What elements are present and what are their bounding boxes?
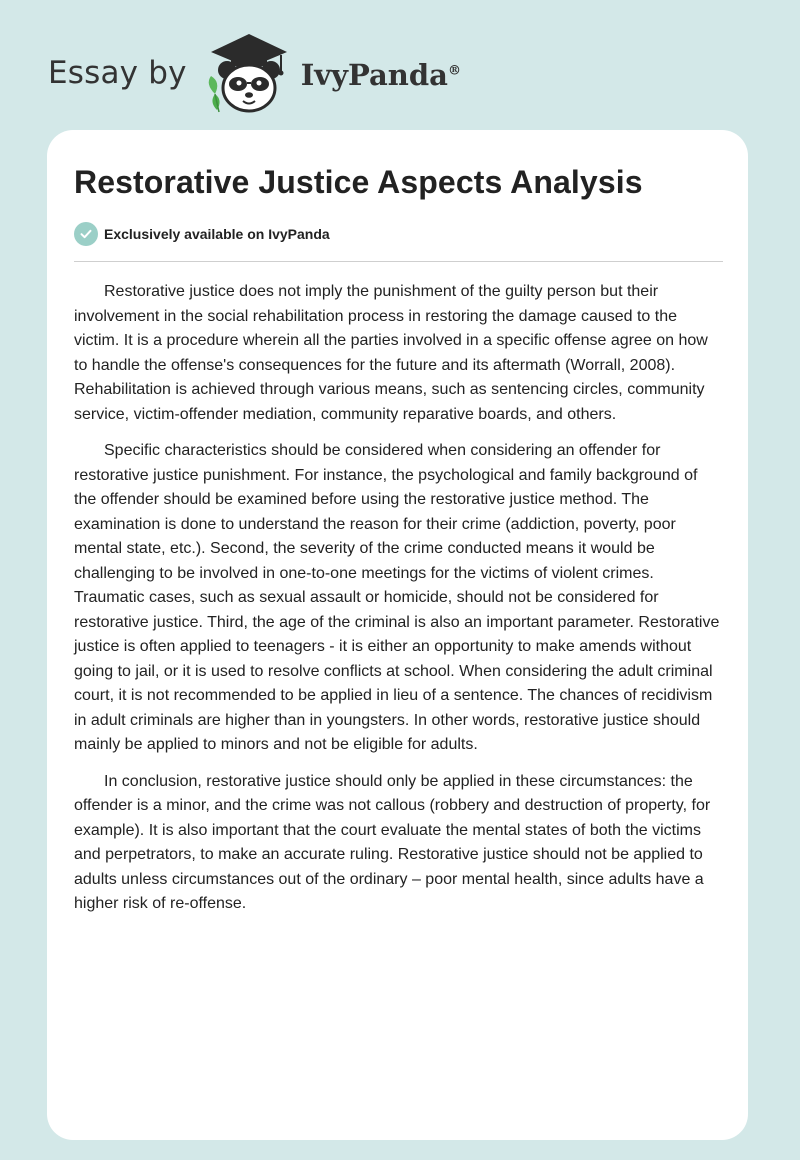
brand-name[interactable]: [301, 58, 461, 92]
paragraph: Specific characteristics should be considered when considering an offender for restorative justice punishment. For instance, the psychological and family background of the offender should be examined before using the restorative justice method. The examination is done to understand the reason for their crime (addiction, poverty, poor mental state, etc.). Second, the severity of the crime conducted means it would be challenging to be involved in one-to-one meetings for the victims of violent crimes. Traumatic cases, such as sexual assault or homicide, should not be considered for restorative justice. Third, the age of the criminal is also an important parameter. Restorative justice is often applied to teenagers - it is either an opportunity to make amends without going to jail, or it is used to resolve conflicts at school. When considering the adult criminal court, it is not recommended to be applied in lieu of a sentence. The chances of recidivism in adult criminals are higher than in youngsters. In other words, restorative justice should mainly be applied to minors and not be eligible for adults.: [74, 442, 720, 753]
paragraph: Restorative justice does not imply the punishment of the guilty person but their involvement in the social rehabilitation process in restoring the damage caused to the victim. It is a procedure wherein all the parties involved in a specific offense agree on how to handle the offense's consequences for the future and its aftermath (Worrall, 2008). Rehabilitation is achieved through various means, such as sentencing circles, community service, victim-offender mediation, community reparative boards, and others.: [74, 283, 708, 423]
site-header: [48, 28, 461, 118]
paragraph: In conclusion, restorative justice should only be applied in these circumstances: the offender is a minor, and the crime was not callous (robbery and destruction of property, for example). It is also important that the court evaluate the mental states of both the victims and perpetrators, to make an accurate ruling. Restorative justice should not be applied to adults unless circumstances out of the ordinary – poor mental health, since adults have a higher risk of re-offense.: [74, 772, 711, 912]
check-circle-icon: [74, 222, 98, 246]
divider: [74, 261, 723, 262]
exclusive-badge: [74, 222, 330, 246]
exclusive-badge-label: Exclusively available on IvyPanda: [104, 226, 330, 242]
essay-card: [47, 130, 748, 1140]
panda-graduate-logo-icon[interactable]: [201, 28, 297, 118]
registered-mark: ®: [447, 63, 461, 79]
brand-text: IvyPanda: [300, 58, 448, 92]
essay-by-label: Essay by: [48, 55, 187, 91]
page-title: Restorative Justice Aspects Analysis: [74, 164, 643, 200]
essay-body: [74, 280, 724, 929]
